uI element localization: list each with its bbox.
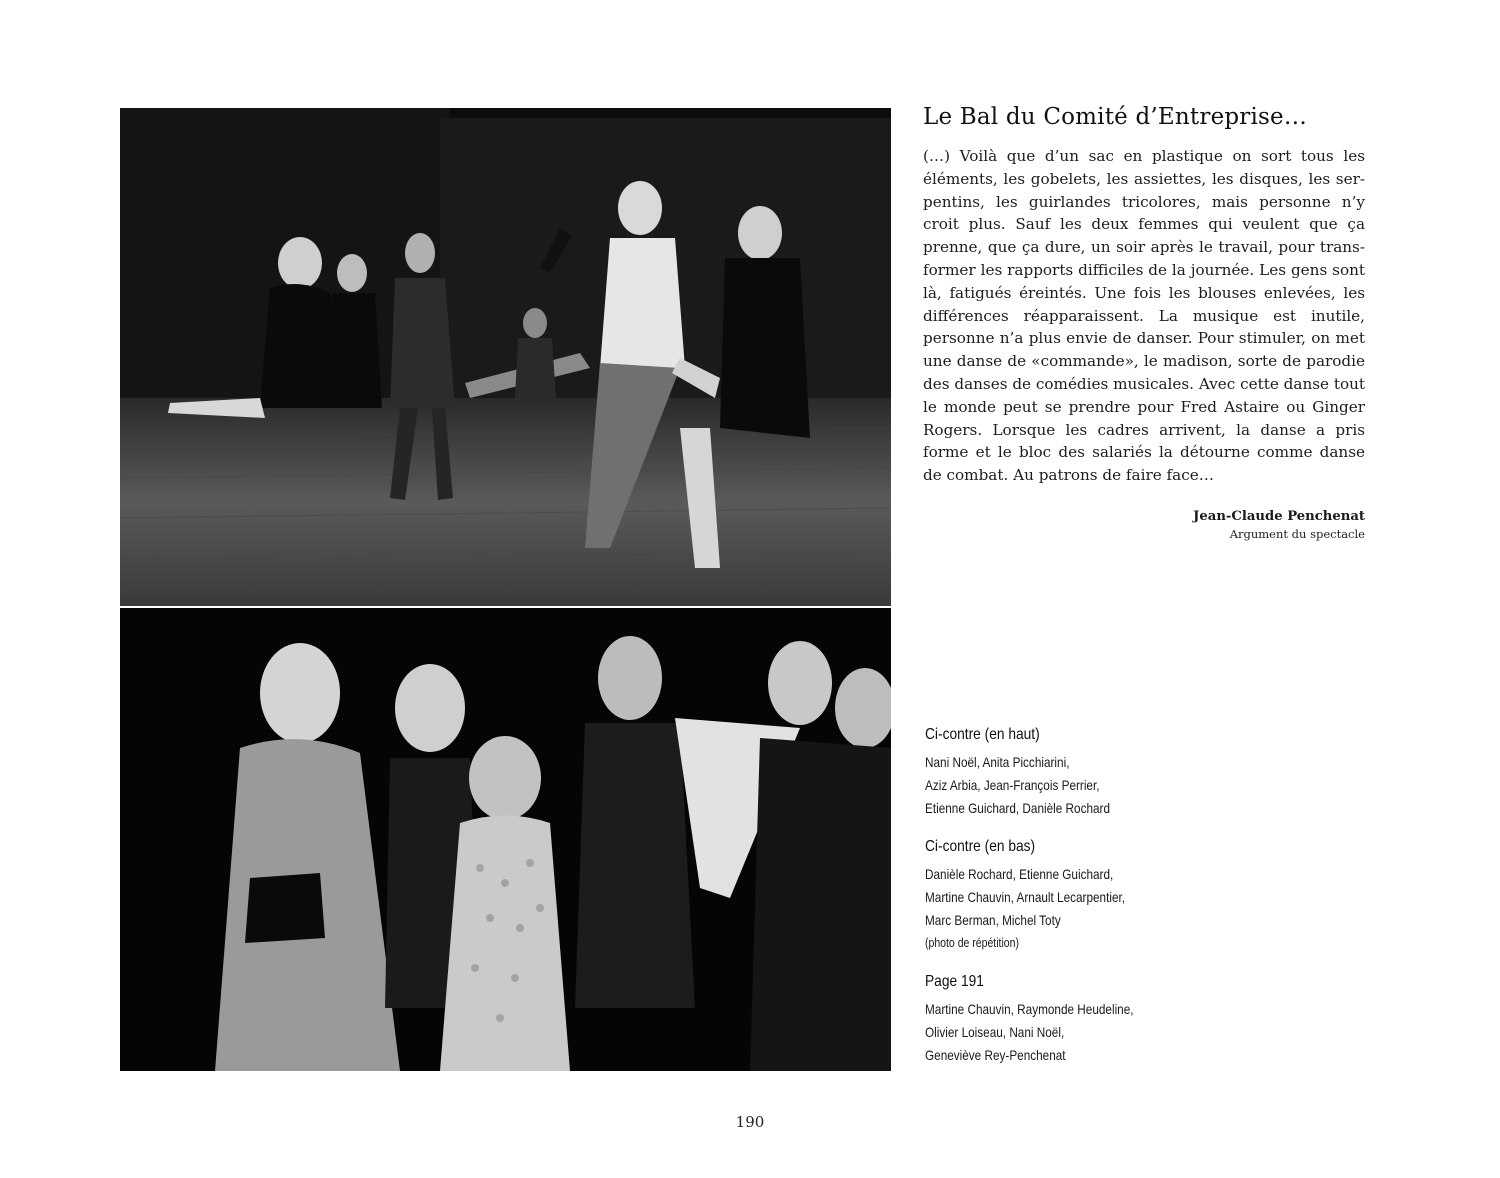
caption-top — [925, 724, 1245, 820]
caption-page-191 — [925, 971, 1245, 1067]
caption-title: Ci-contre (en haut) — [925, 726, 1040, 743]
caption-line: Etienne Guichard, Danièle Rochard — [925, 800, 1111, 816]
group-scene-illustration — [120, 608, 891, 1071]
caption-title: Ci-contre (en bas) — [925, 838, 1036, 855]
article-title: Le Bal du Comité d’Entreprise… — [923, 104, 1308, 130]
signature — [1193, 508, 1365, 542]
photo-group-bottom — [120, 608, 891, 1071]
author-role: Argument du spectacle — [1229, 527, 1365, 541]
caption-line: Olivier Loiseau, Nani Noël, — [925, 1024, 1065, 1040]
caption-line: Geneviève Rey-Penchenat — [925, 1047, 1066, 1063]
page-number: 190 — [735, 1113, 765, 1131]
caption-line: Aziz Arbia, Jean-François Perrier, — [925, 777, 1100, 793]
article-body: (…) Voilà que d’un sac en plastique on sort tous les éléments, les gobelets, les assiettes, les disques, les serpentins, les guirlandes tricolores, mais personne n’y croit plus. Sauf les deux femmes qui veulent que ça prenne, que ça dure, un soir après le travail, pour transformer les rapports difficiles de la journée. Les gens sont là, fatigués éreintés. Une fois les blouses enlevées, les différences réapparaissent. La musique est inutile, personne n’a plus envie de danser. Pour stimuler, on met une danse de «commande», le madison, sorte de parodie des danses de comédies musicales. Avec cette danse tout le monde peut se prendre pour Fred Astaire ou Ginger Rogers. Lorsque les cadres arrivent, la danse a pris forme et le bloc des salariés la détourne comme danse de combat. Au patrons de faire face… — [923, 147, 1365, 485]
caption-line: Marc Berman, Michel Toty — [925, 912, 1061, 928]
caption-note: (photo de répétition) — [925, 936, 1019, 950]
caption-line: Martine Chauvin, Arnault Lecarpentier, — [925, 889, 1126, 905]
dance-scene-illustration — [120, 108, 891, 606]
caption-line: Martine Chauvin, Raymonde Heudeline, — [925, 1001, 1134, 1017]
photo-captions — [925, 724, 1245, 1083]
article — [923, 104, 1365, 487]
caption-bottom — [925, 836, 1245, 955]
author-name: Jean-Claude Penchenat — [1193, 509, 1365, 524]
caption-title: Page 191 — [925, 973, 984, 990]
caption-line: Danièle Rochard, Etienne Guichard, — [925, 866, 1114, 882]
photo-dance-top — [120, 108, 891, 606]
caption-line: Nani Noël, Anita Picchiarini, — [925, 754, 1070, 770]
